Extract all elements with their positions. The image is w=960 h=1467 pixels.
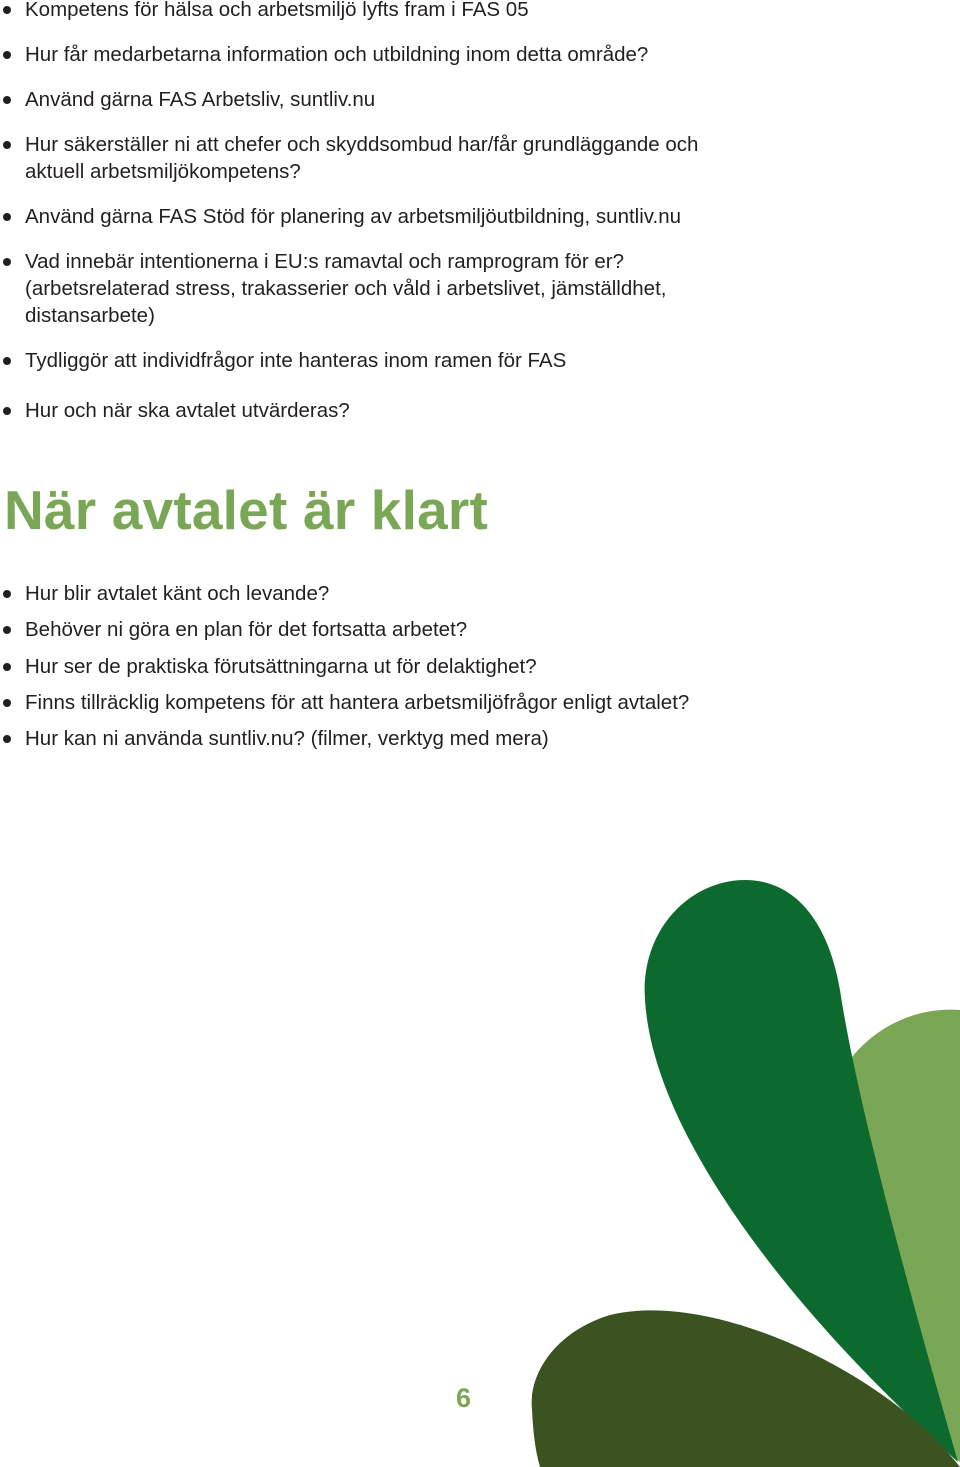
bullet-icon bbox=[3, 626, 11, 634]
bullet-icon bbox=[3, 663, 11, 671]
list-item bbox=[0, 41, 745, 68]
bullet-icon bbox=[3, 735, 11, 743]
light-green-petal bbox=[825, 1010, 960, 1462]
list-item-text: Använd gärna FAS Arbetsliv, suntliv.nu bbox=[25, 88, 376, 111]
bullet-icon bbox=[3, 96, 11, 104]
list-item bbox=[0, 203, 745, 230]
list-item-text: Använd gärna FAS Stöd för planering av arbetsmiljöutbildning, suntliv.nu bbox=[25, 205, 682, 228]
list-item bbox=[0, 397, 745, 424]
list-item-text: Hur ser de praktiska förutsättningarna ut för delaktighet? bbox=[25, 654, 537, 678]
bullet-icon bbox=[3, 590, 11, 598]
list-item bbox=[0, 653, 745, 680]
list-item bbox=[0, 131, 745, 185]
list-item-text: Behöver ni göra en plan för det fortsatta arbetet? bbox=[25, 618, 468, 642]
list-item-text: Hur och när ska avtalet utvärderas? bbox=[25, 399, 350, 422]
list-item-text: Tydliggör att individfrågor inte hanteras inom ramen för FAS bbox=[25, 349, 567, 372]
list-item-text: Hur säkerställer ni att chefer och skyddsombud har/får grundläggande och aktuell arbetsmiljökompetens? bbox=[25, 133, 699, 183]
list-item bbox=[0, 0, 745, 23]
list-item bbox=[0, 580, 745, 607]
list-item bbox=[0, 725, 745, 752]
list-item bbox=[0, 86, 745, 113]
question-list-1 bbox=[0, 0, 745, 442]
bullet-icon bbox=[3, 213, 11, 221]
bullet-icon bbox=[3, 357, 11, 365]
bullet-icon bbox=[3, 407, 11, 415]
list-item bbox=[0, 616, 745, 643]
question-list-2 bbox=[0, 580, 745, 761]
list-item-text: Hur kan ni använda suntliv.nu? (filmer, verktyg med mera) bbox=[25, 727, 549, 751]
list-item-text: Kompetens för hälsa och arbetsmiljö lyfts fram i FAS 05 bbox=[25, 0, 529, 21]
bullet-icon bbox=[3, 6, 11, 14]
list-item-text: Hur får medarbetarna information och utbildning inom detta område? bbox=[25, 43, 649, 66]
bullet-icon bbox=[3, 141, 11, 149]
bullet-icon bbox=[3, 258, 11, 266]
list-item-text: Vad innebär intentionerna i EU:s ramavtal och ramprogram för er? (arbetsrelaterad stress, trakasserier och våld i arbetslivet, jämställdhet, distansarbete) bbox=[25, 250, 667, 327]
olive-green-petal bbox=[532, 1310, 960, 1467]
list-item bbox=[0, 689, 745, 716]
list-item-text: Finns tillräcklig kompetens för att hantera arbetsmiljöfrågor enligt avtalet? bbox=[25, 690, 690, 714]
page-number: 6 bbox=[456, 1383, 472, 1413]
bullet-icon bbox=[3, 699, 11, 707]
dark-green-petal bbox=[645, 880, 958, 1462]
list-item bbox=[0, 248, 745, 329]
section-heading: När avtalet är klart bbox=[4, 479, 488, 541]
list-item bbox=[0, 347, 745, 374]
list-item-text: Hur blir avtalet känt och levande? bbox=[25, 582, 330, 605]
bullet-icon bbox=[3, 51, 11, 59]
